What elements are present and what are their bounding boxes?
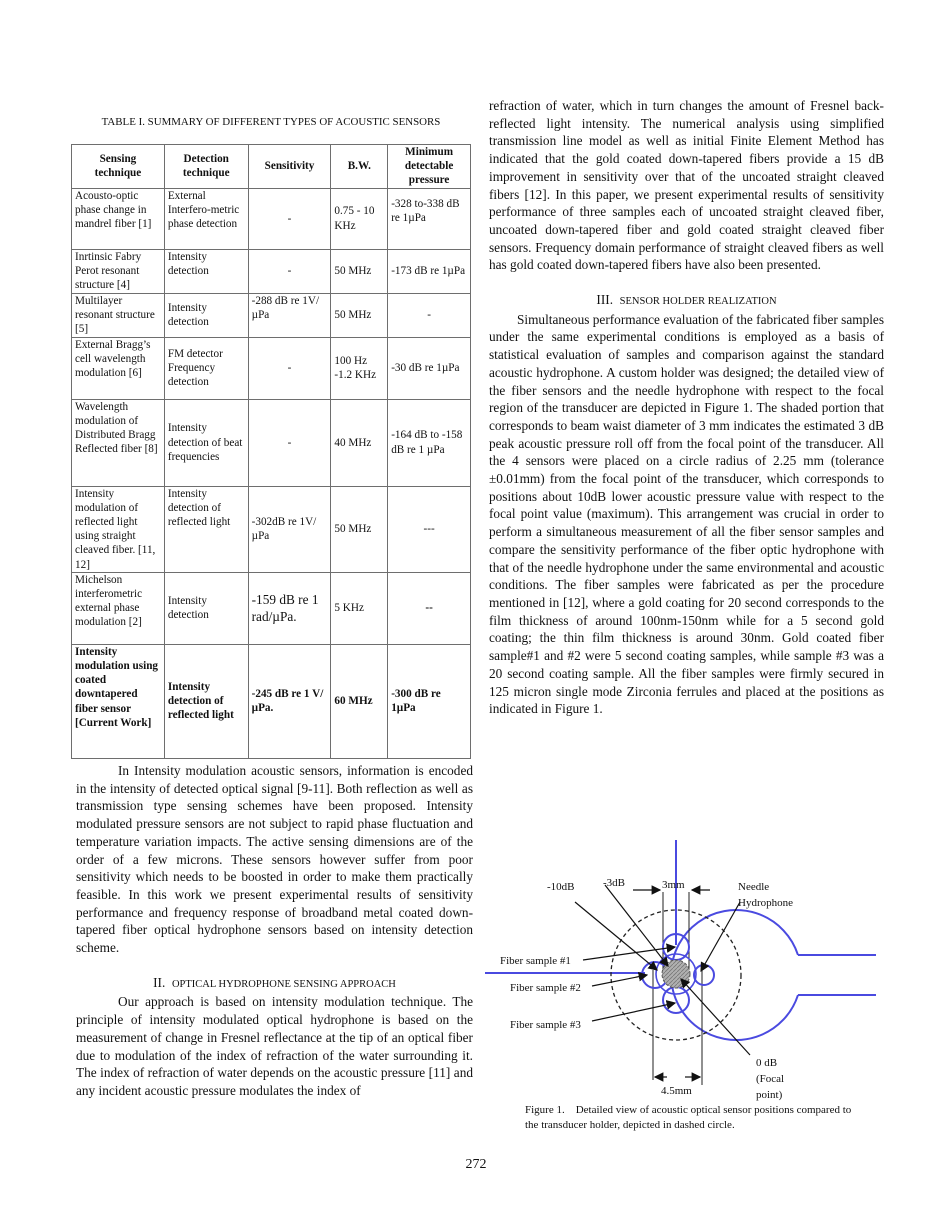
cell-detection: External Interfero-metric phase detection	[164, 188, 248, 249]
table-row	[72, 337, 471, 399]
cell-sensitivity: -302dB re 1V/µPa	[248, 486, 331, 572]
label-hydrophone: Hydrophone	[738, 897, 793, 909]
header-sensing: Sensing technique	[72, 145, 165, 189]
cell-min-pressure: --	[388, 572, 471, 644]
cell-sensing: Inrtinsic Fabry Perot resonant structure [4]	[72, 249, 165, 293]
table-caption: TABLE I. SUMMARY OF DIFFERENT TYPES OF ACOUSTIC SENSORS	[101, 116, 441, 128]
cell-bw: 50 MHz	[331, 249, 388, 293]
table-row	[72, 188, 471, 249]
cell-detection: Intensity detection	[164, 249, 248, 293]
body-paragraph: Simultaneous performance evaluation of the fabricated fiber samples under the same experimental conditions is employed as a basis of statistical evaluation of samples and comparison against the standard acoustic hydrophone. A custom holder was designed; the detailed view of the fiber sensors and the needle hydrophone with respect to the focal region of the transducer are depicted in Figure 1. The shaded portion that corresponds to beam waist diameter of 3 mm indicates the estimated 3 dB peak acoustic pressure roll off from the focal point of the transducer. All the 4 sensors were placed on a circle radius of 2.25 mm (tolerance ±0.01mm) from the focal point of the transducer, which corresponds to positions about 10dB lower acoustic pressure value with respect to the focal point value (maximum). This arrangement was crucial in order to perform a simultaneous measurement of all the fiber sensor samples and compare the sensitivity performance of the fiber optic hydrophone with that of the needle hydrophone under the same environmental and acoustic conditions. The fiber samples were fabricated as per the procedure mentioned in [12], where a gold coating for 20 second corresponds to the film thickness of around 100nm-150nm while for a 5 second gold coating; the thin film thickness is around 30nm. Gold coated fiber sample#1 and #2 were 5 second coating samples, while sample #3 was a 20 second coating sample. All the fiber samples were firmly secured in 125 micron single mode Zirconia ferrules and placed at the positions as indicated in Figure 1.	[489, 311, 884, 717]
section-title: OPTICAL HYDROPHONE SENSING APPROACH	[171, 978, 396, 990]
section-number: III.	[596, 292, 614, 308]
cell-sensitivity: -159 dB re 1 rad/µPa.	[248, 572, 331, 644]
figure-caption	[525, 1103, 865, 1133]
label-3mm: 3mm	[662, 879, 685, 891]
body-paragraph: Our approach is based on intensity modulation technique. The principle of intensity modulated optical hydrophone is based on the measurement of change in Fresnel reflectance at the tip of an optical fiber due to modulation of the index of refraction of the water surrounding it. The index of refraction of water depends on the acoustic pressure [11] and any incident acoustic pressure modulates the index of	[76, 994, 473, 1098]
cell-sensing: Multilayer resonant structure [5]	[72, 293, 165, 337]
figure-caption-label: Figure 1.	[525, 1104, 565, 1116]
cell-sensitivity: -	[248, 188, 331, 249]
label-fiber-sample-1: Fiber sample #1	[500, 955, 571, 967]
cell-sensitivity: -245 dB re 1 V/µPa.	[248, 644, 331, 758]
cell-detection: FM detector Frequency detection	[164, 337, 248, 399]
header-bw: B.W.	[331, 145, 388, 189]
table-row-current-work	[72, 644, 471, 758]
label-focal: (Focal	[756, 1073, 785, 1085]
label-minus-10db: -10dB	[547, 881, 575, 893]
label-minus-3db: -3dB	[603, 877, 625, 889]
cell-min-pressure: -30 dB re 1µPa	[388, 337, 471, 399]
label-point: point)	[756, 1089, 783, 1101]
section-heading-2	[76, 974, 473, 994]
cell-sensing: Wavelength modulation of Distributed Bragg Reflected fiber [8]	[72, 399, 165, 486]
cell-detection: Intensity detection of beat frequencies	[164, 399, 248, 486]
cell-bw: 50 MHz	[331, 293, 388, 337]
figure-1-sensor-positions	[485, 840, 885, 1140]
label-fiber-sample-3: Fiber sample #3	[510, 1019, 581, 1031]
cell-detection: Intensity detection of reflected light	[164, 486, 248, 572]
cell-sensing: Acousto-optic phase change in mandrel fiber [1]	[72, 188, 165, 249]
cell-bw: 60 MHz	[331, 644, 388, 758]
header-detection: Detection technique	[164, 145, 248, 189]
figure-caption-text: Detailed view of acoustic optical sensor positions compared to the transducer holder, depicted in dashed circle.	[525, 1104, 852, 1131]
table-header-row	[72, 145, 471, 189]
cell-sensitivity: -	[248, 249, 331, 293]
cell-bw: 100 Hz -1.2 KHz	[331, 337, 388, 399]
cell-min-pressure: -173 dB re 1µPa	[388, 249, 471, 293]
label-needle: Needle	[738, 881, 770, 893]
section-number: II.	[153, 974, 166, 990]
body-paragraph: In Intensity modulation acoustic sensors, information is encoded in the intensity of detected optical signal [9-11]. Both reflection as well as transmission type sensing schemes have been proposed. Intensity modulated pressure sensors are not subject to rapid phase fluctuation and temperature variation impacts. The active sensing dimensions are of the order of a few microns. These sensors however suffer from poor sensitivity which needs to be boosted in order to make them practically feasible. In this work we present experimental results of sensitivity performance and frequency response of broadband metal coated down-tapered fiber optical hydrophone sensors based on intensity detection scheme.	[76, 763, 473, 956]
cell-bw: 50 MHz	[331, 486, 388, 572]
cell-min-pressure: -	[388, 293, 471, 337]
cell-detection: Intensity detection	[164, 572, 248, 644]
section-heading-3	[489, 291, 884, 311]
cell-bw: 40 MHz	[331, 399, 388, 486]
cell-bw: 0.75 - 10 KHz	[331, 188, 388, 249]
cell-sensitivity: -	[248, 337, 331, 399]
right-column	[489, 97, 884, 718]
header-min-pressure: Minimum detectable pressure	[388, 145, 471, 189]
cell-detection: Intensity detection of reflected light	[164, 644, 248, 758]
sensor-summary-table	[71, 144, 471, 759]
page-number: 272	[465, 1157, 487, 1172]
cell-min-pressure: -328 to-338 dB re 1µPa	[388, 188, 471, 249]
table-row	[72, 572, 471, 644]
section-title: SENSOR HOLDER REALIZATION	[619, 296, 777, 308]
table-row	[72, 399, 471, 486]
cell-sensitivity: -288 dB re 1V/µPa	[248, 293, 331, 337]
cell-sensing: Intensity modulation using coated downtapered fiber sensor [Current Work]	[72, 644, 165, 758]
cell-bw: 5 KHz	[331, 572, 388, 644]
table-row	[72, 249, 471, 293]
label-4-5mm: 4.5mm	[661, 1085, 692, 1097]
header-sensitivity: Sensitivity	[248, 145, 331, 189]
cell-min-pressure: -164 dB to -158 dB re 1 µPa	[388, 399, 471, 486]
label-0db: 0 dB	[756, 1057, 778, 1069]
cell-min-pressure: -300 dB re 1µPa	[388, 644, 471, 758]
cell-detection: Intensity detection	[164, 293, 248, 337]
cell-sensing: Michelson interferometric external phase modulation [2]	[72, 572, 165, 644]
sensor-layout-diagram	[485, 840, 885, 1140]
cell-sensing: Intensity modulation of reflected light using straight cleaved fiber. [11, 12]	[72, 486, 165, 572]
cell-sensing: External Bragg’s cell wavelength modulation [6]	[72, 337, 165, 399]
table-row	[72, 293, 471, 337]
label-fiber-sample-2: Fiber sample #2	[510, 982, 581, 994]
table-row	[72, 486, 471, 572]
cell-min-pressure: ---	[388, 486, 471, 572]
body-paragraph: refraction of water, which in turn changes the amount of Fresnel back-reflected light intensity. The numerical analysis using simplified transmission line model as well as initial Finite Element Method has indicated that the gold coated down-tapered fibers provide a 15 dB improvement in sensitivity over that of the uncoated straight cleaved fibers [12]. In this paper, we present experimental results of sensitivity performance of three samples each of uncoated straight cleaved fiber, uncoated down-tapered fiber and gold coated straight cleaved fiber sensors. Frequency domain performance of straight cleaved fibers as well has gold coated down-tapered fibers have also been presented.	[489, 98, 884, 273]
left-column	[76, 762, 473, 1100]
cell-sensitivity: -	[248, 399, 331, 486]
